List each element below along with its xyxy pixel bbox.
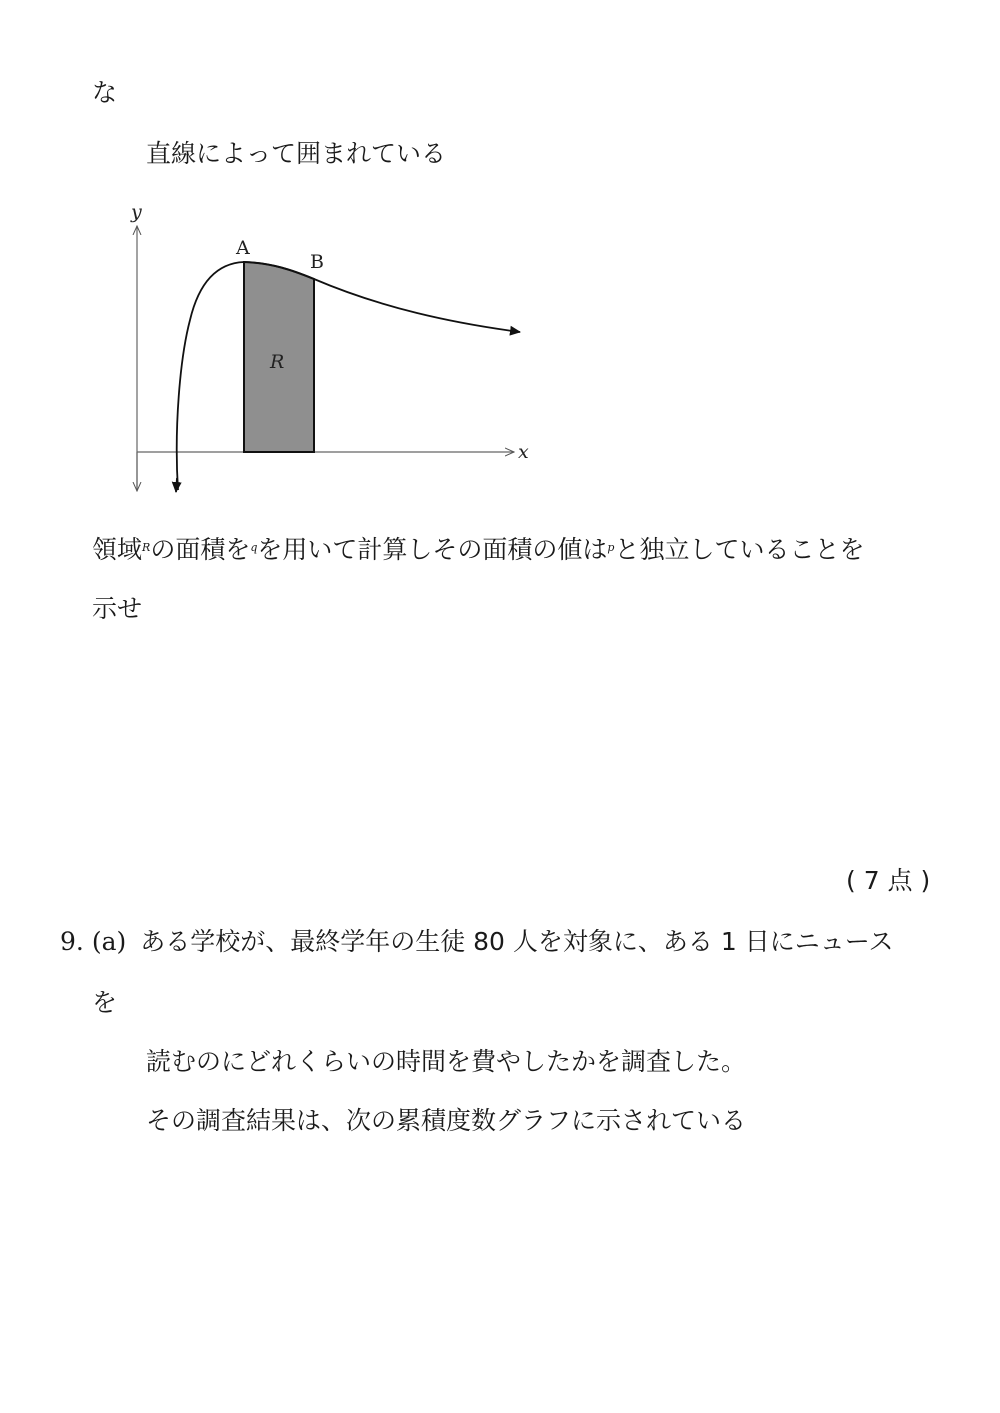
x-axis-label: x: [518, 441, 529, 463]
question-number: 9.: [60, 927, 84, 956]
question-part: (a): [91, 927, 127, 956]
question-line-2: 示せ: [92, 594, 143, 623]
region-r-label: R: [270, 351, 285, 373]
question-text: の面積を: [150, 535, 251, 564]
question-text: を用いて計算しその面積の値は: [257, 535, 608, 564]
curve: [177, 262, 520, 490]
q9-text: ある学校が、最終学年の生徒 80 人を対象に、ある 1 日にニュース: [140, 927, 894, 956]
text-fragment: な: [92, 78, 118, 107]
question-line-1: [92, 531, 864, 567]
symbol-r: R: [142, 541, 151, 554]
symbol-p: p: [607, 541, 615, 554]
q9-line-1: [60, 925, 893, 959]
q9-line-4: その調査結果は、次の累積度数グラフに示されている: [146, 1106, 747, 1135]
symbol-q: q: [250, 541, 258, 554]
text-line-enclosed: 直線によって囲まれている: [146, 139, 447, 168]
points-label: ( 7 点 ): [846, 866, 931, 895]
point-b-label: B: [310, 251, 324, 273]
curve-down-arrow: [176, 478, 177, 492]
q9-line-2: を: [92, 988, 118, 1017]
question-text: と独立していることを: [614, 535, 865, 564]
point-a-label: A: [236, 237, 250, 259]
q9-line-3: 読むのにどれくらいの時間を費やしたかを調査した。: [146, 1047, 747, 1076]
region-figure: [122, 198, 542, 498]
y-axis-label: y: [131, 201, 142, 223]
question-text: 領域: [92, 535, 143, 564]
